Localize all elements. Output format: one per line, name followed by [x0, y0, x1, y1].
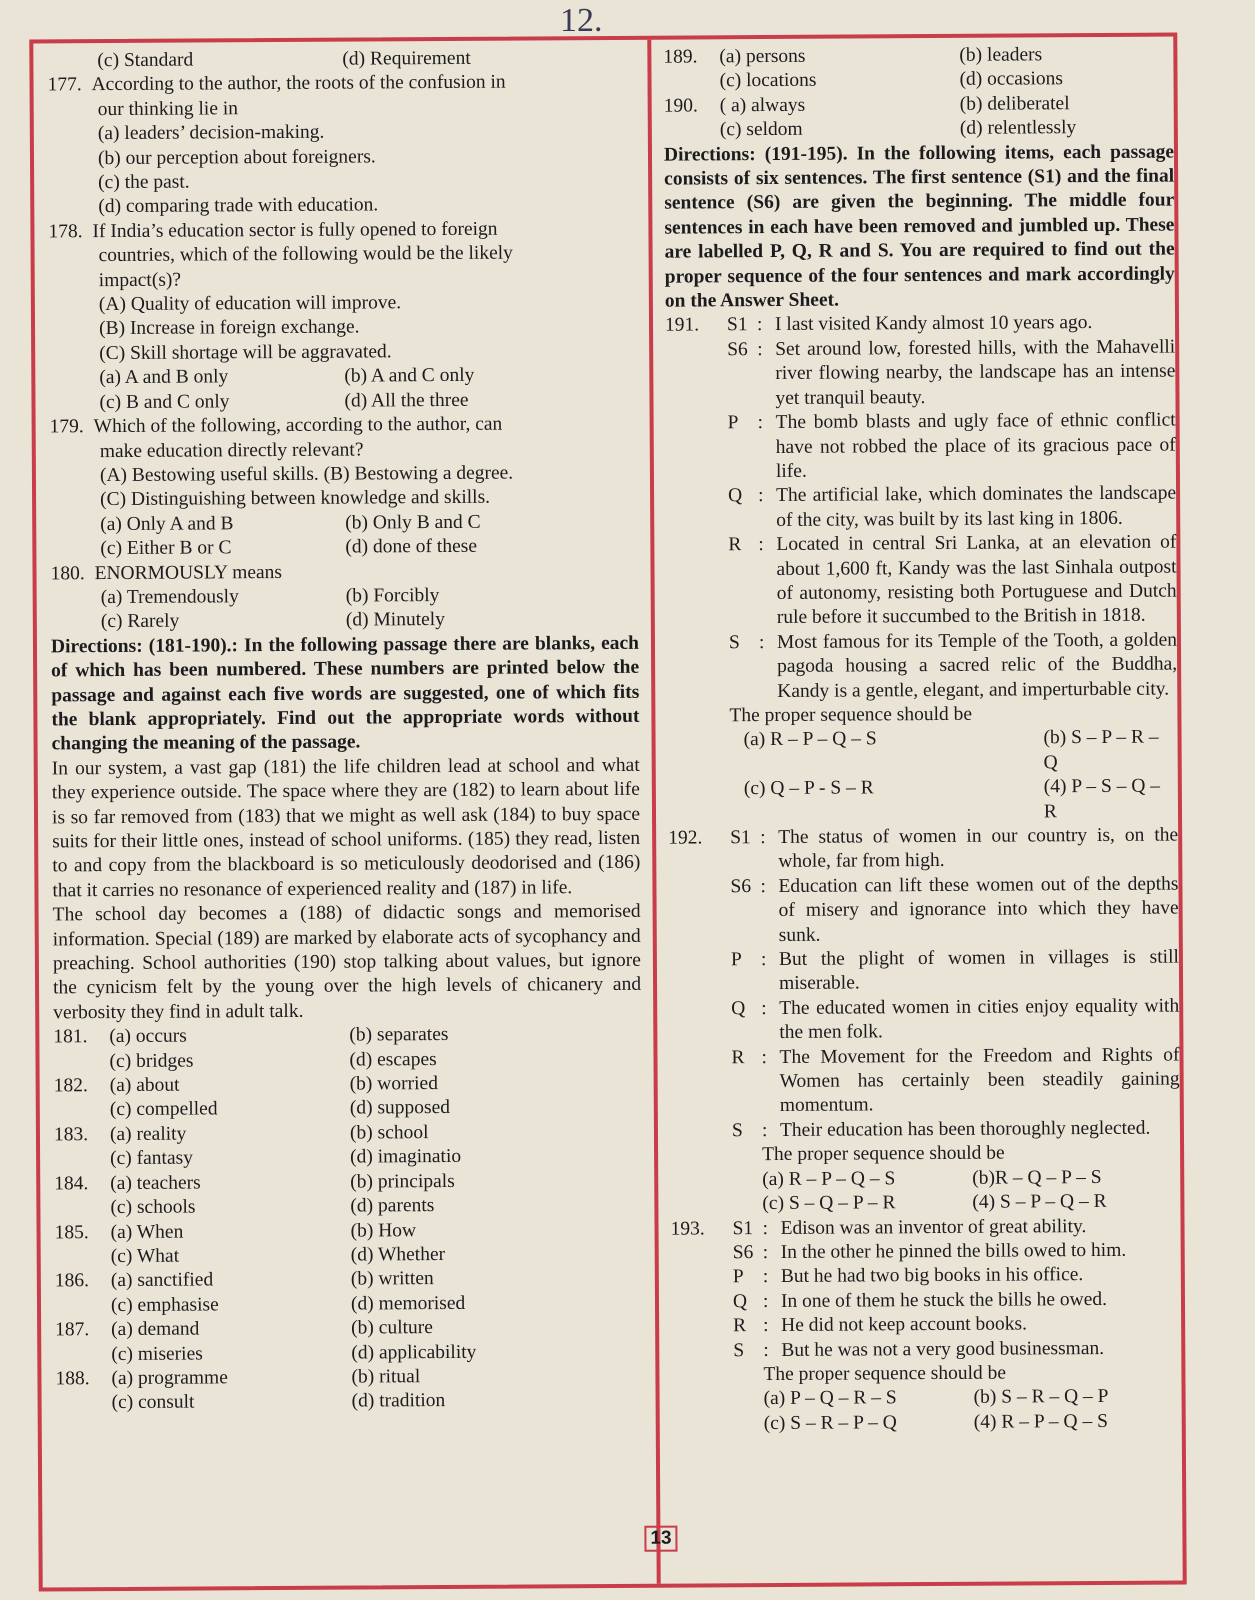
option-d: (d) parents — [350, 1195, 435, 1217]
question-189 — [663, 43, 1173, 95]
option-b: (b) ritual — [351, 1366, 421, 1388]
colon: : — [761, 1046, 767, 1068]
label-p: P — [732, 1266, 744, 1288]
option-b: (b) Only B and C — [345, 511, 481, 534]
option-a: (a) occurs — [109, 1025, 187, 1048]
sentence-r: Located in central Sri Lanka, at an elevation of about 1,600 ft, Kandy was the last Sinhala outpost of autonomy, resisting both Portuguese and Dutch rule before it succumbed to the British in 1818. — [776, 531, 1177, 629]
passage-paragraph: The school day becomes a (188) of didactic songs and memorised information. Special (189) are marked by elaborate acts of sycophancy and preaching. School authorities (190) stop talking about values, but ignore the cynicism felt by the young over the high levels of chicanery and verbosity they find in adult talk. — [52, 901, 642, 1024]
option-a: (a) P – Q – R – S — [763, 1387, 897, 1410]
question-number: 193. — [670, 1217, 705, 1240]
option-b: (b) our perception about foreigners. — [97, 146, 376, 169]
statement-c: (C) Distinguishing between knowledge and skills. — [100, 487, 491, 511]
colon: : — [756, 314, 763, 336]
option-a: (a) reality — [109, 1123, 187, 1145]
colon: : — [762, 1241, 769, 1263]
sentence-s6: Set around low, forested hills, with the Mahavelli river flowing nearby, the landscape has an intense yet tranquil beauty. — [775, 336, 1176, 409]
label-s: S — [733, 1339, 745, 1361]
option-d: (4) S – P – Q – R — [972, 1191, 1107, 1213]
sentence-r: He did not keep account books. — [781, 1313, 1028, 1337]
question-stem: ENORMOUSLY means — [94, 561, 283, 584]
label-q: Q — [728, 485, 743, 507]
colon: : — [758, 485, 764, 507]
page-number: 13 — [644, 1526, 677, 1552]
option-b: (b)R – Q – P – S — [972, 1166, 1102, 1189]
option-b: (b) written — [350, 1268, 434, 1290]
question-number: 187. — [55, 1319, 90, 1341]
option-c: (c) seldom — [719, 119, 803, 141]
colon: : — [757, 412, 764, 434]
option-a: (a) teachers — [110, 1172, 201, 1194]
label-s: S — [731, 1120, 743, 1142]
option-c: (c) the past. — [98, 171, 190, 194]
colon: : — [758, 631, 765, 653]
colon: : — [760, 949, 767, 971]
option-d: (d) Requirement — [342, 47, 471, 70]
colon: : — [763, 1339, 769, 1361]
option-d: (d) escapes — [349, 1048, 437, 1071]
column-divider — [647, 40, 660, 1584]
option-d: (d) supposed — [349, 1097, 451, 1120]
blank-options-list — [53, 1022, 643, 1416]
sentence-s6: In the other he pinned the bills owed to him. — [780, 1239, 1127, 1263]
option-b: (b) principals — [350, 1170, 455, 1193]
option-b: (b) How — [350, 1219, 417, 1242]
option-c: (c) Standard — [97, 49, 194, 72]
question-number: 183. — [53, 1124, 89, 1146]
left-column — [47, 46, 643, 1416]
question-stem: According to the author, the roots of the confusion in — [91, 72, 506, 96]
option-a: (a) persons — [719, 45, 806, 68]
question-190 — [664, 91, 1174, 143]
question-179 — [50, 412, 639, 562]
colon: : — [762, 1290, 769, 1312]
option-b: (b) S – R – Q – P — [973, 1386, 1109, 1409]
question-number: 189. — [663, 46, 698, 68]
question-number: 184. — [54, 1172, 89, 1195]
sentence-p: The bomb blasts and ugly face of ethnic conflict have not robbed the place of its gracious pace of life. — [775, 409, 1176, 482]
label-s6: S6 — [730, 875, 752, 898]
passage-paragraph: In our system, a vast gap (181) the life children lead at school and what they experience outside. The space where they are (182) to learn about life is so far removed from (183) that we might as well ask (184) to buy space suits for their little ones, instead of school uniforms. (185) they read, listen to and copy from the blackboard is so meticulously deodorised and (186) that it carries no resonance of experienced reality and (187) in life. — [51, 754, 641, 902]
label-s1: S1 — [732, 1217, 754, 1239]
colon: : — [761, 997, 767, 1019]
label-r: R — [728, 534, 742, 556]
directions-181-190: Directions: (181-190).: In the following passage there are blanks, each of which has been numbered. These numbers are printed below the passage and against each five words are suggested, one of which fits the blank appropriately. Find out the appropriate words without changing the meaning of the passage. — [50, 632, 640, 755]
statement-c: (C) Skill shortage will be aggravated. — [99, 341, 392, 364]
q176-options — [47, 46, 635, 74]
option-d: (d) tradition — [351, 1390, 446, 1412]
option-d: (d) relentlessly — [959, 117, 1077, 140]
option-c: (c) Either B or C — [100, 537, 232, 560]
sentence-q: In one of them he stuck the bills he owed. — [780, 1288, 1108, 1312]
option-c: (c) schools — [110, 1196, 196, 1219]
colon: : — [762, 1217, 769, 1239]
option-d: (d) done of these — [345, 535, 478, 558]
question-number: 186. — [54, 1270, 90, 1292]
option-d: (d) Whether — [350, 1243, 446, 1266]
option-a: (a) A and B only — [99, 366, 229, 389]
sentence-s1: I last visited Kandy almost 10 years ago. — [774, 312, 1093, 336]
label-s6: S6 — [727, 339, 748, 361]
option-a: (a) programme — [111, 1367, 228, 1389]
option-d: (d) applicability — [351, 1341, 477, 1364]
option-c: (c) compelled — [109, 1098, 218, 1121]
option-c: (c) bridges — [109, 1050, 194, 1072]
question-number: 190. — [663, 95, 698, 117]
label-r: R — [731, 1046, 745, 1068]
sentence-r: The Movement for the Freedom and Rights of Women has certainly been steadily gaining momentum. — [779, 1044, 1180, 1117]
sentence-s1: Edison was an inventor of great ability. — [780, 1215, 1087, 1239]
sentence-s1: The status of women in our country is, on the whole, far from high. — [778, 824, 1179, 873]
option-c: (c) miseries — [111, 1343, 203, 1365]
question-192 — [668, 824, 1180, 1218]
question-number: 191. — [664, 314, 700, 337]
question-177 — [47, 70, 636, 220]
question-stem: impact(s)? — [98, 269, 182, 291]
option-a: (a) leaders’ decision-making. — [97, 121, 325, 145]
option-a: ( a) always — [719, 94, 806, 117]
option-d: (d) occasions — [959, 68, 1064, 91]
sentence-p: But he had two big books in his office. — [780, 1264, 1084, 1288]
label-s: S — [728, 631, 740, 654]
sentence-s: Their education has been thoroughly neglected. — [779, 1117, 1151, 1141]
question-stem: Which of the following, according to the author, can — [93, 413, 503, 438]
right-column — [663, 43, 1181, 1437]
option-b: (b) culture — [351, 1317, 433, 1339]
question-number: 188. — [55, 1368, 90, 1390]
option-d: (4) P – S – Q – R — [1043, 775, 1161, 822]
question-191 — [665, 311, 1178, 827]
question-number: 179. — [49, 416, 84, 438]
option-b: (b) separates — [349, 1024, 449, 1046]
colon: : — [763, 1315, 769, 1337]
page-frame — [29, 33, 1186, 1592]
colon: : — [757, 338, 763, 360]
question-number: 178. — [48, 221, 83, 243]
option-c: (c) B and C only — [99, 390, 230, 413]
colon: : — [760, 827, 766, 849]
option-b: (b) worried — [349, 1073, 438, 1095]
option-c: (c) Rarely — [100, 610, 180, 633]
question-stem: make education directly relevant? — [99, 438, 364, 462]
option-b: (b) leaders — [959, 44, 1043, 66]
label-q: Q — [731, 998, 746, 1020]
sentence-s: But he was not a very good businessman. — [781, 1337, 1105, 1361]
option-b: (b) S – P – R – Q — [1043, 727, 1159, 774]
label-p: P — [730, 949, 742, 971]
statements-a-b: (A) Bestowing useful skills. (B) Bestowing a degree. — [99, 462, 514, 487]
label-s1: S1 — [730, 827, 751, 849]
question-193 — [670, 1214, 1181, 1437]
option-d: (d) imaginatio — [350, 1146, 462, 1168]
option-b: (b) A and C only — [344, 365, 475, 387]
option-a: (a) about — [109, 1074, 180, 1097]
option-d: (4) R – P – Q – S — [973, 1410, 1108, 1433]
question-number: 177. — [47, 74, 82, 96]
option-d: (d) memorised — [350, 1292, 466, 1315]
handwritten-page-mark: 12. — [560, 2, 603, 39]
option-a: (a) Tremendously — [100, 586, 239, 609]
sequence-prompt: The proper sequence should be — [729, 703, 973, 727]
question-stem: countries, which of the following would be the likely — [98, 242, 513, 267]
question-number: 192. — [668, 827, 703, 849]
option-a: (a) R – P – Q – S — [762, 1167, 896, 1190]
option-c: (c) What — [110, 1245, 180, 1267]
option-c: (c) Q – P - S – R — [743, 777, 874, 800]
option-c: (c) fantasy — [110, 1147, 194, 1170]
label-q: Q — [732, 1290, 748, 1312]
option-a: (a) When — [110, 1221, 184, 1243]
label-s6: S6 — [732, 1242, 754, 1264]
option-d: (d) comparing trade with education. — [98, 194, 379, 218]
label-r: R — [733, 1315, 747, 1337]
question-180 — [50, 558, 638, 635]
question-number: 182. — [53, 1075, 88, 1097]
statement-a: (A) Quality of education will improve. — [98, 292, 402, 316]
colon: : — [761, 1119, 768, 1141]
option-d: (d) All the three — [344, 389, 469, 412]
option-b: (b) school — [349, 1121, 429, 1144]
question-number: 181. — [53, 1026, 88, 1048]
statement-b: (B) Increase in foreign exchange. — [98, 316, 360, 340]
label-s1: S1 — [726, 314, 748, 336]
option-b: (b) deliberatel — [959, 92, 1070, 115]
option-a: (a) Only A and B — [100, 513, 234, 535]
colon: : — [762, 1266, 769, 1288]
option-c: (c) consult — [111, 1391, 195, 1414]
question-stem: our thinking lie in — [97, 98, 239, 120]
question-stem: If India’s education sector is fully opened to foreign — [92, 218, 498, 242]
label-p: P — [727, 412, 739, 434]
question-178 — [48, 217, 637, 416]
option-c: (c) S – R – P – Q — [763, 1411, 897, 1434]
option-a: (a) R – P – Q – S — [743, 728, 877, 751]
option-d: (d) Minutely — [345, 609, 445, 631]
sequence-prompt: The proper sequence should be — [762, 1142, 1005, 1166]
sentence-s: Most famous for its Temple of the Tooth, a golden pagoda housing a sacred relic of the Buddha, Kandy is a gentle, elegant, and imperturbable city. — [776, 629, 1178, 702]
sentence-p: But the plight of women in villages is still miserable. — [778, 946, 1179, 995]
colon: : — [760, 875, 766, 897]
directions-191-195: Directions: (191-195). In the following items, each passage consists of six sentences. The first sentence (S1) and the final sentence (S6) are given the beginning. The middle four sentences in each have been removed and jumbled up. These are labelled P, Q, R and S. You are required to find out the proper sequence of the four sentences and mark accordingly on the Answer Sheet. — [663, 141, 1175, 312]
option-c: (c) emphasise — [110, 1294, 219, 1316]
question-number: 185. — [54, 1221, 89, 1243]
sequence-prompt: The proper sequence should be — [763, 1362, 1007, 1385]
question-number: 180. — [50, 562, 85, 584]
option-b: (b) Forcibly — [345, 584, 440, 607]
option-a: (a) demand — [111, 1318, 200, 1341]
colon: : — [758, 534, 764, 556]
sentence-q: The artificial lake, which dominates the landscape of the city, was built by its last king in 1806. — [776, 482, 1177, 531]
sentence-s6: Education can lift these women out of the depths of misery and ignorance into which they have sunk. — [778, 873, 1179, 946]
option-c: (c) locations — [719, 70, 817, 92]
sentence-q: The educated women in cities enjoy equality with the men folk. — [779, 995, 1180, 1044]
option-a: (a) sanctified — [110, 1269, 214, 1292]
option-c: (c) S – Q – P – R — [762, 1192, 896, 1215]
